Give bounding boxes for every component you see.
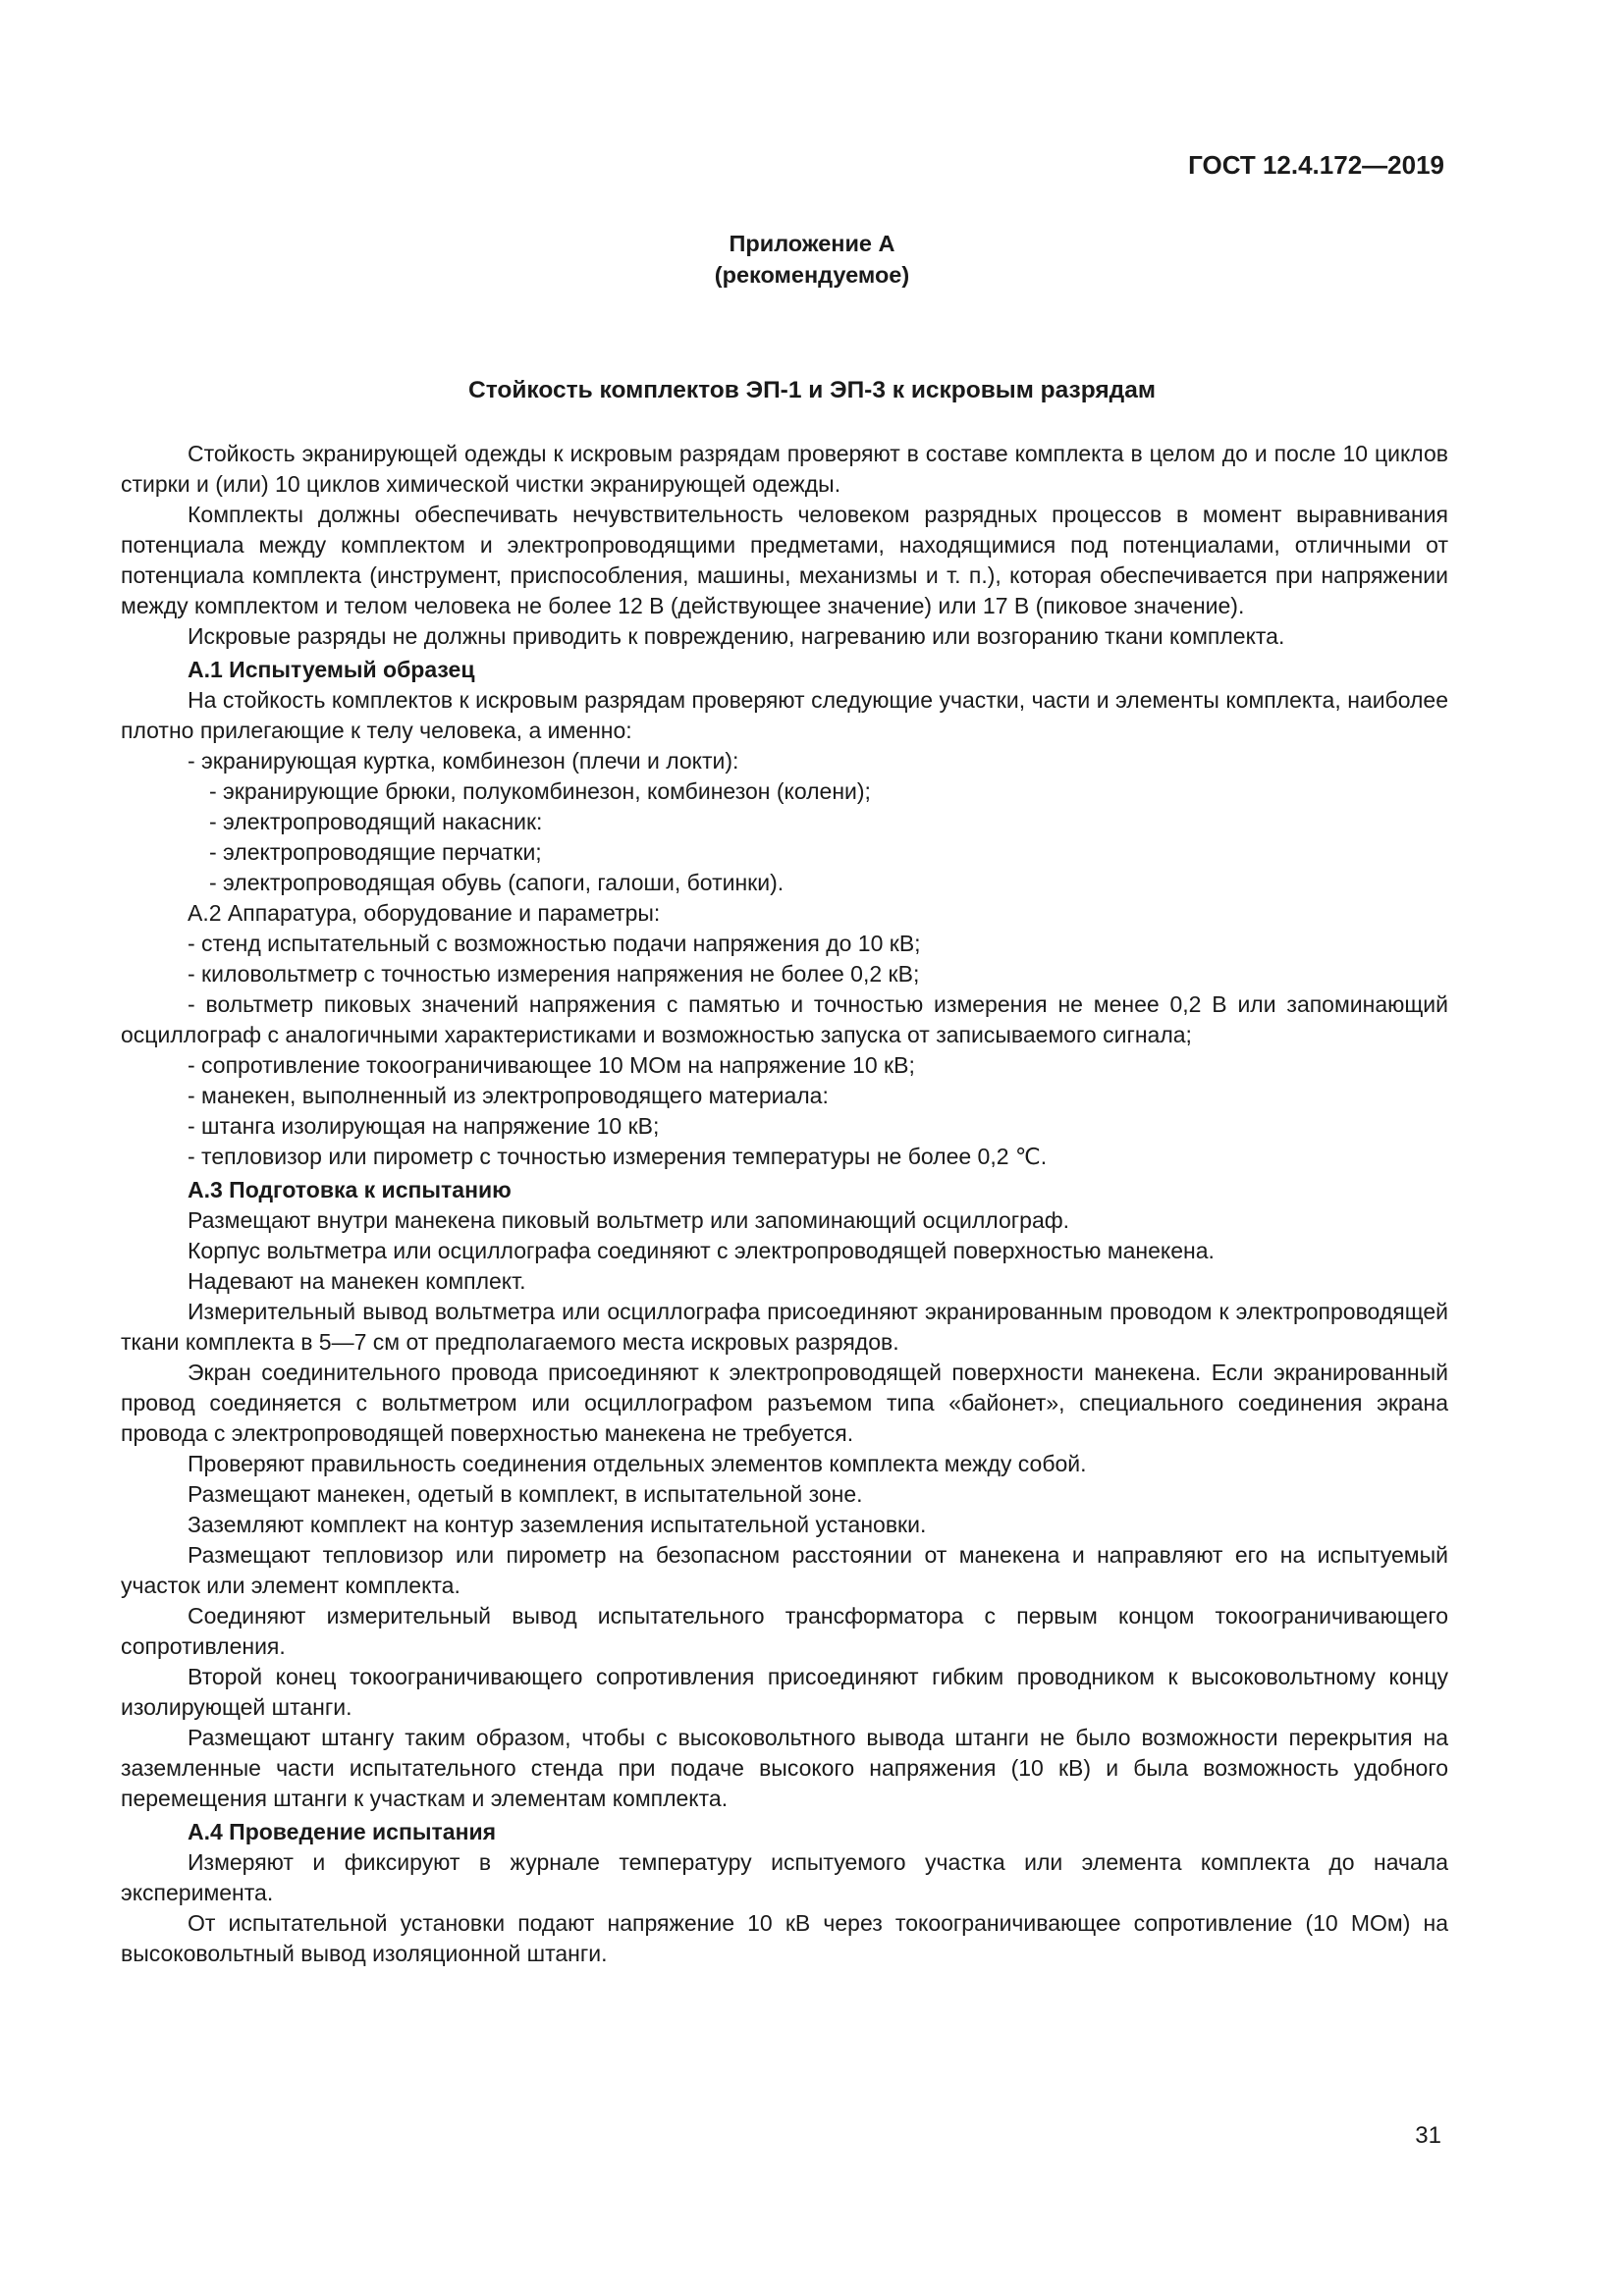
section-a3-paragraph: Экран соединительного провода присоединяют к электропроводящей поверхности манекена. Если экранированный провод соединяется с вольтметром или осциллографом разъемом типа «байонет», специального соединения экрана провода с электропроводящей поверхностью манекена не требуется. — [121, 1360, 1448, 1446]
list-item: - экранирующая куртка, комбинезон (плечи и локти): — [188, 748, 739, 774]
section-a4-paragraph: От испытательной установки подают напряжение 10 кВ через токоограничивающее сопротивление (10 МОм) на высоковольтный вывод изоляционной штанги. — [121, 1910, 1448, 1966]
section-a3-paragraph: Соединяют измерительный вывод испытательного трансформатора с первым концом токоограничивающего сопротивления. — [121, 1603, 1448, 1659]
section-a4-heading: А.4 Проведение испытания — [188, 1819, 497, 1844]
intro-paragraph-3: Искровые разряды не должны приводить к повреждению, нагреванию или возгоранию ткани комплекта. — [188, 623, 1285, 649]
list-item: - стенд испытательный с возможностью подачи напряжения до 10 кВ; — [188, 931, 921, 956]
section-a3-paragraph: Размещают штангу таким образом, чтобы с высоковольтного вывода штанги не было возможности перекрытия на заземленные части испытательного стенда при подаче высокого напряжения (10 кВ) и была возможность удобного перемещения штанги к участкам и элементам комплекта. — [121, 1725, 1448, 1811]
section-a3-paragraph: Заземляют комплект на контур заземления испытательной установки. — [188, 1512, 927, 1537]
list-item: - электропроводящие перчатки; — [209, 839, 542, 865]
section-a3-paragraph: Второй конец токоограничивающего сопротивления присоединяют гибким проводником к высоковольтному концу изолирующей штанги. — [121, 1664, 1448, 1720]
list-item: - киловольтметр с точностью измерения напряжения не более 0,2 кВ; — [188, 961, 920, 987]
section-a3-heading: А.3 Подготовка к испытанию — [188, 1177, 512, 1202]
list-item: - тепловизор или пирометр с точностью измерения температуры не более 0,2 ℃. — [188, 1144, 1048, 1169]
list-item: - экранирующие брюки, полукомбинезон, комбинезон (колени); — [209, 778, 871, 804]
section-a4-paragraph: Измеряют и фиксируют в журнале температуру испытуемого участка или элемента комплекта до начала эксперимента. — [121, 1849, 1448, 1905]
section-a3-paragraph: Корпус вольтметра или осциллографа соединяют с электропроводящей поверхностью манекена. — [188, 1238, 1215, 1263]
appendix-subtitle: (рекомендуемое) — [714, 262, 910, 288]
intro-paragraph-1: Стойкость экранирующей одежды к искровым разрядам проверяют в составе комплекта в целом до и после 10 циклов стирки и (или) 10 циклов химической чистки экранирующей одежды. — [121, 441, 1448, 497]
standard-number: ГОСТ 12.4.172—2019 — [1188, 150, 1444, 180]
list-item: - электропроводящая обувь (сапоги, галоши, ботинки). — [209, 870, 785, 895]
section-a1-text: На стойкость комплектов к искровым разрядам проверяют следующие участки, части и элементы комплекта, наиболее плотно прилегающие к телу человека, а именно: — [121, 687, 1448, 743]
document-body — [121, 439, 1448, 1969]
section-a3-paragraph: Надевают на манекен комплект. — [188, 1268, 526, 1294]
list-item: - штанга изолирующая на напряжение 10 кВ; — [188, 1113, 660, 1139]
section-a3-paragraph: Размещают манекен, одетый в комплект, в испытательной зоне. — [188, 1481, 863, 1507]
section-a3-paragraph: Размещают внутри манекена пиковый вольтметр или запоминающий осциллограф. — [188, 1207, 1070, 1233]
list-item: - манекен, выполненный из электропроводящего материала: — [188, 1083, 829, 1108]
section-a3-paragraph: Измерительный вывод вольтметра или осциллографа присоединяют экранированным проводом к электропроводящей ткани комплекта в 5—7 см от предполагаемого места искровых разрядов. — [121, 1299, 1448, 1355]
section-a1-heading: А.1 Испытуемый образец — [188, 657, 475, 682]
list-item: - вольтметр пиковых значений напряжения с памятью и точностью измерения не менее 0,2 В или запоминающий осциллограф с аналогичными характеристиками и возможностью запуска от записываемого сигнала; — [121, 991, 1448, 1047]
page-number: 31 — [1415, 2122, 1441, 2149]
section-a2-heading: А.2 Аппаратура, оборудование и параметры: — [188, 900, 661, 926]
appendix-title: Приложение А — [729, 231, 895, 256]
section-a3-paragraph: Проверяют правильность соединения отдельных элементов комплекта между собой. — [188, 1451, 1087, 1476]
appendix-block — [0, 228, 1624, 291]
intro-paragraph-2: Комплекты должны обеспечивать нечувствительность человеком разрядных процессов в момент выравнивания потенциала между комплектом и электропроводящими предметами, находящимися под потенциалами, отличными от потенциала комплекта (инструмент, приспособления, машины, механизмы и т. п.), которая обеспечивается при напряжении между комплектом и телом человека не более 12 В (действующее значение) или 17 В (пиковое значение). — [121, 502, 1448, 618]
section-a3-paragraph: Размещают тепловизор или пирометр на безопасном расстоянии от манекена и направляют его на испытуемый участок или элемент комплекта. — [121, 1542, 1448, 1598]
document-title: Стойкость комплектов ЭП-1 и ЭП-3 к искровым разрядам — [468, 377, 1156, 403]
list-item: - сопротивление токоограничивающее 10 МОм на напряжение 10 кВ; — [188, 1052, 915, 1078]
list-item: - электропроводящий накасник: — [209, 809, 543, 834]
